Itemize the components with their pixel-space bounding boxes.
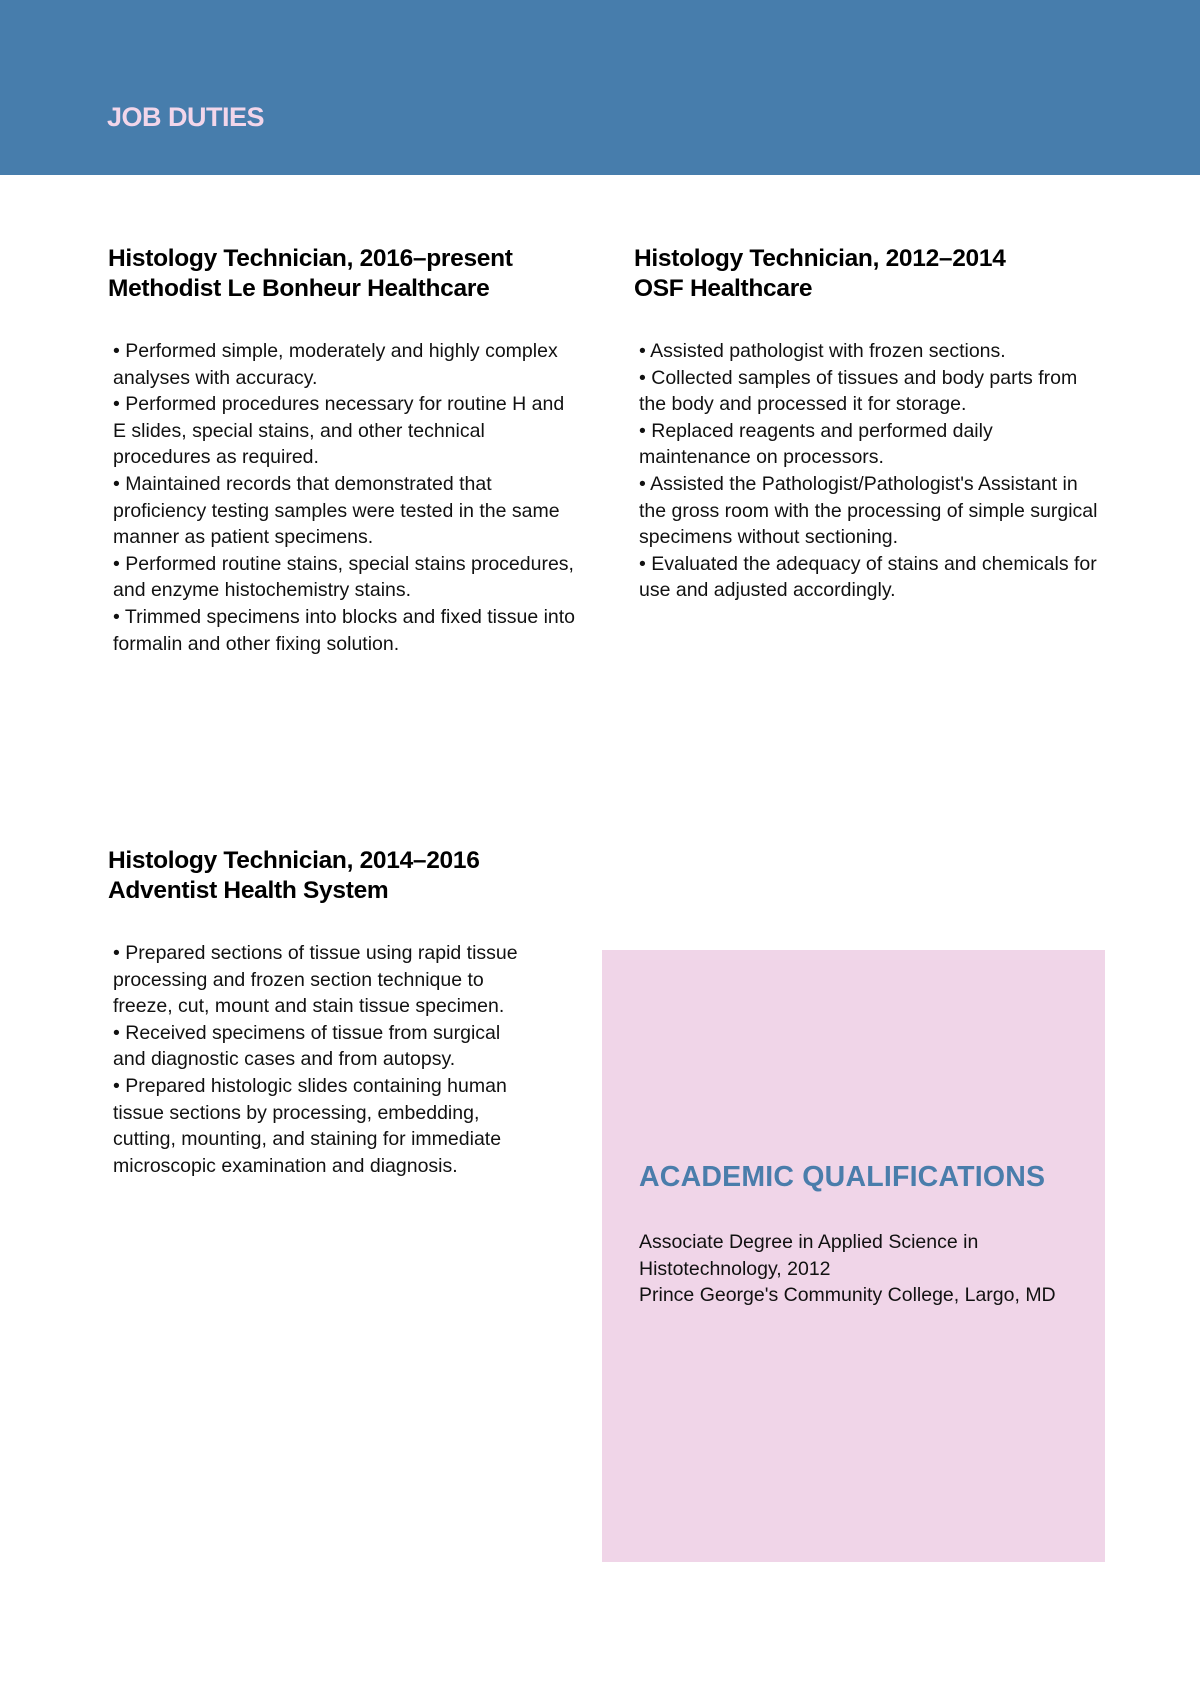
duty-item: • Performed routine stains, special stains procedures, and enzyme histochemistry stains. xyxy=(113,552,574,602)
duty-item: • Maintained records that demonstrated that proficiency testing samples were tested in the same manner as patient specimens. xyxy=(113,472,560,549)
job-title xyxy=(108,244,578,304)
duty-item: • Performed simple, moderately and highly complex analyses with accuracy. xyxy=(113,340,558,389)
duty-item: • Trimmed specimens into blocks and fixed tissue into formalin and other fixing solution. xyxy=(113,605,576,655)
job-title xyxy=(108,846,538,906)
duty-item: • Evaluated the adequacy of stains and chemicals for use and adjusted accordingly. xyxy=(639,552,1097,602)
duty-item: • Collected samples of tissues and body parts from the body and processed it for storage. xyxy=(639,366,1078,416)
duty-item: • Replaced reagents and performed daily maintenance on processors. xyxy=(639,419,993,469)
job-position: Histology Technician, 2012–2014 xyxy=(634,245,1006,272)
header-band xyxy=(0,0,1200,175)
academic-qualifications-panel xyxy=(602,950,1105,1562)
school: Prince George's Community College, Largo, MD xyxy=(639,1284,1056,1307)
job-entry-methodist xyxy=(108,244,578,657)
job-position: Histology Technician, 2016–present xyxy=(108,245,513,272)
duty-item: • Performed procedures necessary for routine H and E slides, special stains, and other technical procedures as required. xyxy=(113,393,565,469)
duty-item: • Prepared sections of tissue using rapid tissue processing and frozen section technique to freeze, cut, mount and stain tissue specimen. xyxy=(113,942,518,1018)
job-employer: OSF Healthcare xyxy=(634,275,813,302)
academic-details xyxy=(639,1229,1079,1309)
duties-list xyxy=(108,940,538,1179)
job-position: Histology Technician, 2014–2016 xyxy=(108,847,480,874)
job-entry-osf xyxy=(634,244,1104,604)
duties-list xyxy=(634,338,1104,604)
job-title xyxy=(634,244,1104,304)
section-title-job-duties: JOB DUTIES xyxy=(107,102,265,132)
duty-item: • Assisted the Pathologist/Pathologist's Assistant in the gross room with the processing of simple surgical specimens without sectioning. xyxy=(639,472,1098,549)
job-employer: Adventist Health System xyxy=(108,877,389,904)
duties-list xyxy=(108,338,578,657)
section-title-academic: ACADEMIC QUALIFICATIONS xyxy=(639,1161,1046,1193)
degree: Associate Degree in Applied Science in Histotechnology, 2012 xyxy=(639,1231,979,1280)
duty-item: • Prepared histologic slides containing human tissue sections by processing, embedding, cutting, mounting, and staining for immediate microscopic examination and diagnosis. xyxy=(113,1074,507,1177)
duty-item: • Assisted pathologist with frozen sections. xyxy=(639,340,1006,362)
job-entry-adventist xyxy=(108,846,538,1179)
duty-item: • Received specimens of tissue from surgical and diagnostic cases and from autopsy. xyxy=(113,1021,501,1071)
job-employer: Methodist Le Bonheur Healthcare xyxy=(108,275,490,302)
